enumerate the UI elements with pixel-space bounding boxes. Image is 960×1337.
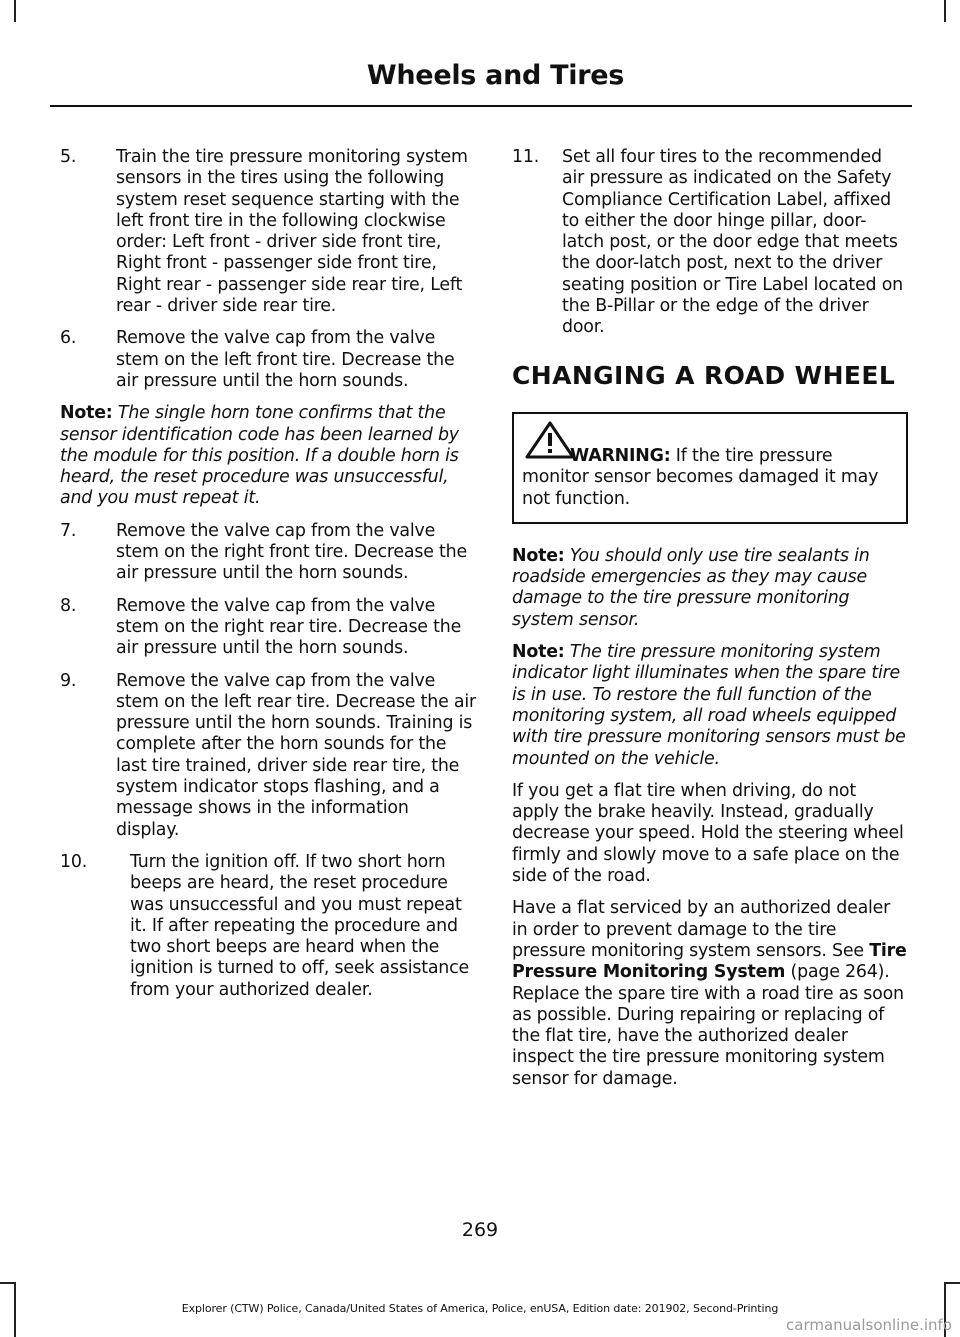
paragraph-text: Have a flat serviced by an authorized dealer in order to prevent damage to the tire pressure monitoring system sensors. See <box>512 898 891 961</box>
crop-mark-top-left <box>14 0 16 22</box>
note-text: The single horn tone confirms that the sensor identification code has been learned by the module for this position. If a double horn is heard, the reset procedure was unsuccessful, and you must repeat it. <box>60 403 459 509</box>
step-5 <box>60 147 476 317</box>
step-number: 9. <box>60 670 77 691</box>
note-label: Note: <box>512 642 565 663</box>
right-column <box>512 147 908 1101</box>
step-8 <box>60 596 476 660</box>
note-tire-sealants <box>512 546 908 631</box>
crop-mark-top-right <box>944 0 946 22</box>
note-text: The tire pressure monitoring system indicator light illuminates when the spare tire is in use. To restore the full function of the monitoring system, all road wheels equipped with tire pressure monitoring sensors must be mounted on the vehicle. <box>512 642 906 769</box>
paragraph-text: (page 264). Replace the spare tire with a road tire as soon as possible. During repairing or replacing of the flat tire, have the authorized dealer inspect the tire pressure monitoring system sensor for damage. <box>512 962 904 1089</box>
note-text: You should only use tire sealants in roadside emergencies as they may cause damage to the tire pressure monitoring system sensor. <box>512 545 870 630</box>
note-horn-tone <box>60 403 476 509</box>
step-number: 8. <box>60 595 77 616</box>
step-text: Remove the valve cap from the valve stem on the right rear tire. Decrease the air pressure until the horn sounds. <box>116 595 462 659</box>
cross-reference-link[interactable]: Tire Pressure Monitoring System <box>512 940 907 983</box>
step-number: 5. <box>60 147 77 167</box>
paragraph-flat-tire-driving: If you get a flat tire when driving, do not apply the brake heavily. Instead, gradually decrease your speed. Hold the steering wheel firmly and slowly move to a safe place on the side of the road. <box>512 780 904 887</box>
step-number: 6. <box>60 328 77 349</box>
step-number: 7. <box>60 520 77 541</box>
warning-label: WARNING: <box>570 445 671 466</box>
step-text: Train the tire pressure monitoring system sensors in the tires using the following system reset sequence starting with the left front tire in the following clockwise order: Left front - driver side front tire, Right front - passenger side front tire, Right rear - passenger side rear tire, Left rear - driver side rear tire. <box>116 147 468 317</box>
header-divider <box>50 105 912 107</box>
note-indicator-light <box>512 642 908 770</box>
note-label: Note: <box>512 545 565 566</box>
page-number: 269 <box>461 1219 499 1241</box>
page-header-title: Wheels and Tires <box>366 60 624 91</box>
step-number: 10. <box>60 851 88 872</box>
left-column <box>60 147 476 1012</box>
note-label: Note: <box>60 403 113 424</box>
step-number: 11. <box>512 147 540 167</box>
section-heading: CHANGING A ROAD WHEEL <box>512 360 896 390</box>
warning-box <box>512 412 908 524</box>
step-11 <box>512 147 908 339</box>
step-text: Turn the ignition off. If two short horn beeps are heard, the reset procedure was unsuccessful and you must repeat it. If after repeating the procedure and two short beeps are heard when the ignition is turned to off, seek assistance from your authorized dealer. <box>130 851 469 1000</box>
step-6 <box>60 328 476 392</box>
step-text: Remove the valve cap from the valve stem on the left rear tire. Decrease the air pressure until the horn sounds. Training is complete after the horn sounds for the last tire trained, driver side rear tire, the system indicator stops flashing, and a message shows in the information display. <box>116 670 476 840</box>
warning-text: If the tire pressure monitor sensor becomes damaged it may not function. <box>522 445 879 509</box>
watermark: carmanualsonline.info <box>786 1316 952 1334</box>
crop-mark-bottom-left-h <box>0 1282 16 1284</box>
paragraph-flat-serviced <box>512 898 908 1090</box>
step-text: Remove the valve cap from the valve stem on the right front tire. Decrease the air pressure until the horn sounds. <box>116 520 467 584</box>
warning-triangle-icon <box>524 420 576 460</box>
footer-edition: Explorer (CTW) Police, Canada/United States of America, Police, enUSA, Edition date: 201902, Second-Printing <box>181 1302 779 1315</box>
step-text: Remove the valve cap from the valve stem on the left front tire. Decrease the air pressure until the horn sounds. <box>116 328 455 391</box>
crop-mark-bottom-right-h <box>944 1282 960 1284</box>
step-7 <box>60 521 476 585</box>
step-text: Set all four tires to the recommended air pressure as indicated on the Safety Compliance Certification Label, affixed to either the door hinge pillar, door-latch post, or the door edge that meets the door-latch post, next to the driver seating position or Tire Label located on the B-Pillar or the edge of the driver door. <box>562 147 903 338</box>
step-9 <box>60 671 476 841</box>
step-10 <box>60 852 476 1001</box>
